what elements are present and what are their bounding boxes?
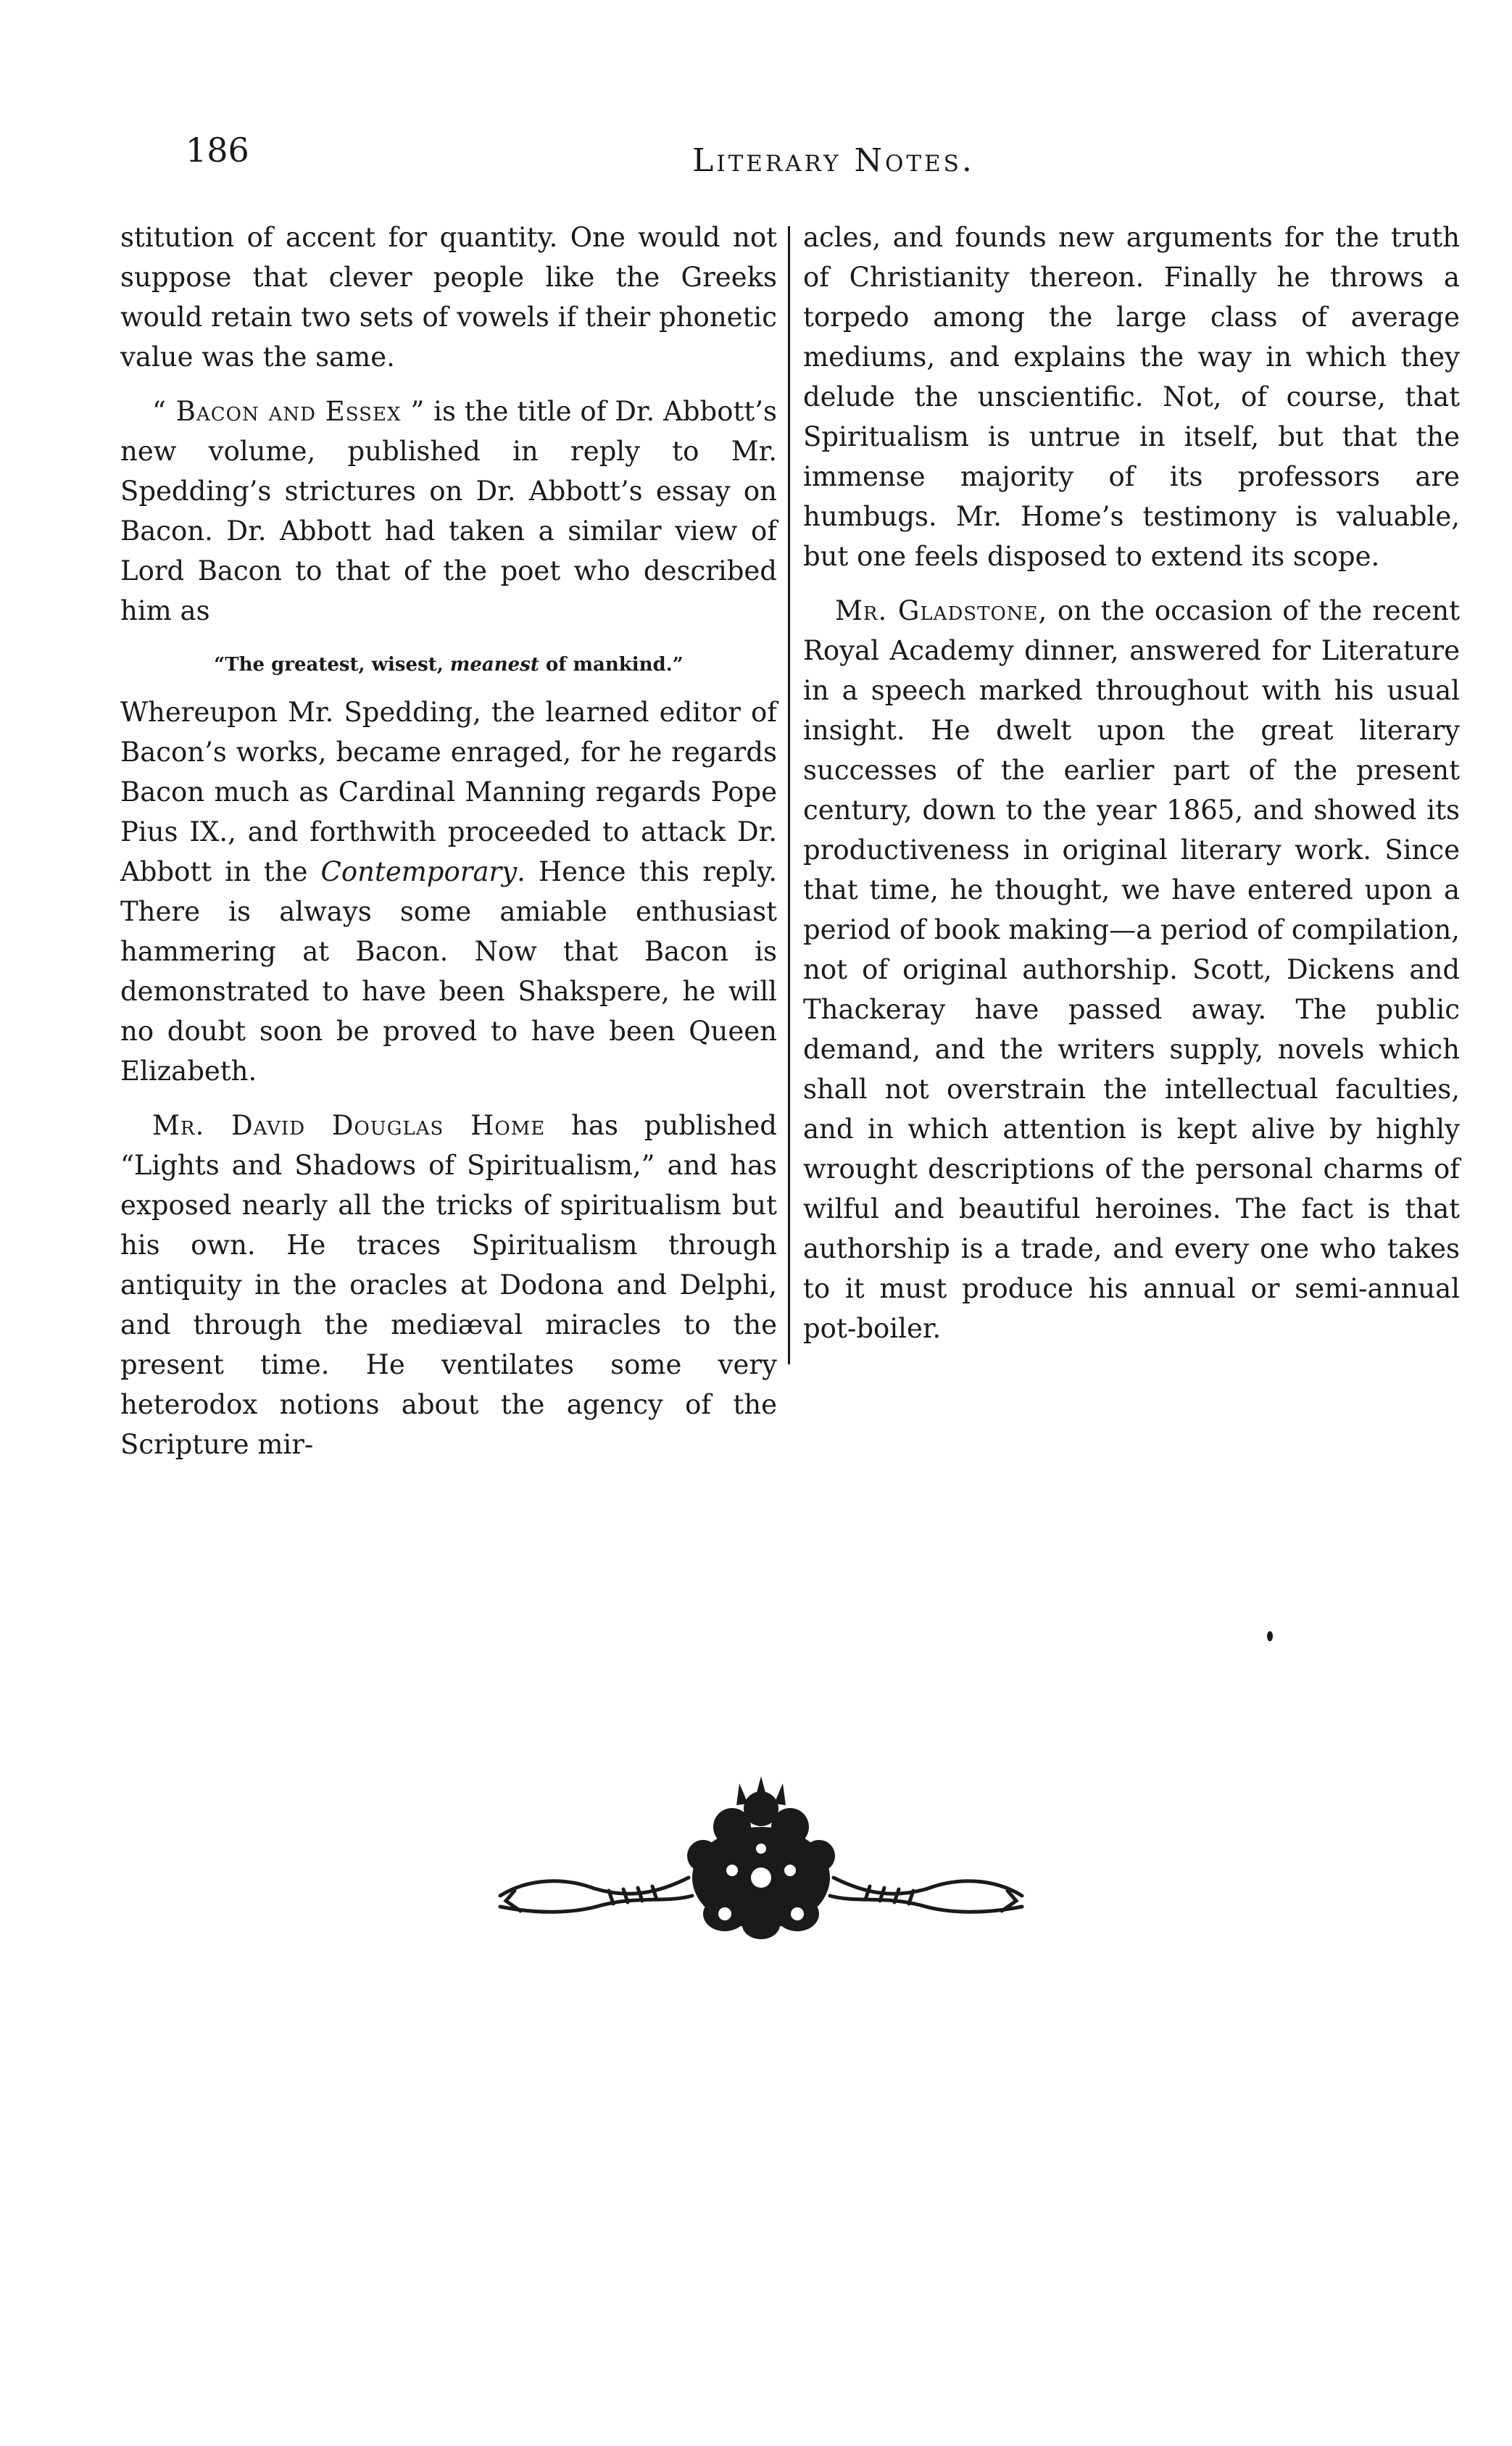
right-column <box>803 217 1460 1363</box>
left-column <box>120 217 777 1479</box>
home-name-lead: Mr. David Douglas Home <box>152 1110 546 1141</box>
quote-pre: “The greatest, wisest, <box>214 654 450 676</box>
right-paragraph-2-body: on the occasion of the recent Royal Academy dinner, answered for Literature in a speech marked throughout with his usual insight. He dwelt upon the great literary successes of the earlier part of the present century, down to the year 1865, and showed its productiveness in original literary work. Since that time, he thought, we have entered upon a period of book making—a period of compilation, not of original authorship. Scott, Dickens and Thackeray have passed away. The public demand, and the writers supply, novels which shall not overstrain the intellectual faculties, and in which attention is kept alive by highly wrought descriptions of the personal charms of wilful and beautiful heroines. The fact is that authorship is a trade, and every one who takes to it must produce his annual or semi-annual pot-boiler. <box>803 595 1460 1344</box>
left-paragraph-4 <box>120 1106 777 1464</box>
left-paragraph-2 <box>120 391 777 631</box>
gladstone-name-lead: Mr. Gladstone, <box>835 595 1048 626</box>
page-number: 186 <box>186 130 249 170</box>
ink-speck <box>1267 1631 1273 1641</box>
right-paragraph-2 <box>803 591 1460 1348</box>
left-paragraph-2-body: is the title of Dr. Abbott’s new volume, published in reply to Mr. Spedding’s strictures on Dr. Abbott’s essay on Bacon. Dr. Abbott had taken a similar view of Lord Bacon to that of the poet who described him as <box>120 396 778 626</box>
bacon-essex-title: “ Bacon and Essex ” <box>152 396 425 427</box>
running-title: Literary Notes. <box>692 142 975 179</box>
contemporary-title: Contemporary <box>320 856 518 887</box>
column-divider <box>788 226 790 1364</box>
left-paragraph-3-pre: Whereupon Mr. Spedding, the learned editor of Bacon’s works, became enraged, for he regards Bacon much as Cardinal Manning regards Pope Pius IX., and forthwith proceeded to attack Dr. Abbott in the <box>120 697 777 887</box>
pope-quotation <box>120 645 777 685</box>
quote-emphasis: meanest <box>449 654 539 676</box>
right-paragraph-1: acles, and founds new arguments for the truth of Christianity thereon. Finally he throws a torpedo among the large class of average mediums, and explains the way in which they delude the unscientific. Not, of course, that Spiritualism is untrue in itself, but that the immense majority of its professors are humbugs. Mr. Home’s testimony is valuable, but one feels disposed to extend its scope. <box>803 222 1460 572</box>
floral-tailpiece-ornament <box>486 1769 1037 1957</box>
left-paragraph-4-body: has published “Lights and Shadows of Spiritualism,” and has exposed nearly all the tricks of spiritualism but his own. He traces Spiritualism through antiquity in the oracles at Dodona and Delphi, and through the mediæval miracles to the present time. He ventilates some very heterodox notions about the agency of the Scripture mir- <box>120 1110 777 1460</box>
left-paragraph-3-post: . Hence this reply. There is always some amiable enthusiast hammering at Bacon. Now that Bacon is demonstrated to have been Shakspere, he will no doubt soon be proved to have been Queen Elizabeth. <box>120 856 777 1087</box>
left-paragraph-1: stitution of accent for quantity. One would not suppose that clever people like the Greeks would retain two sets of vowels if their phonetic value was the same. <box>120 222 777 373</box>
quote-post: of mankind.” <box>539 654 684 676</box>
left-paragraph-3 <box>120 692 777 1091</box>
